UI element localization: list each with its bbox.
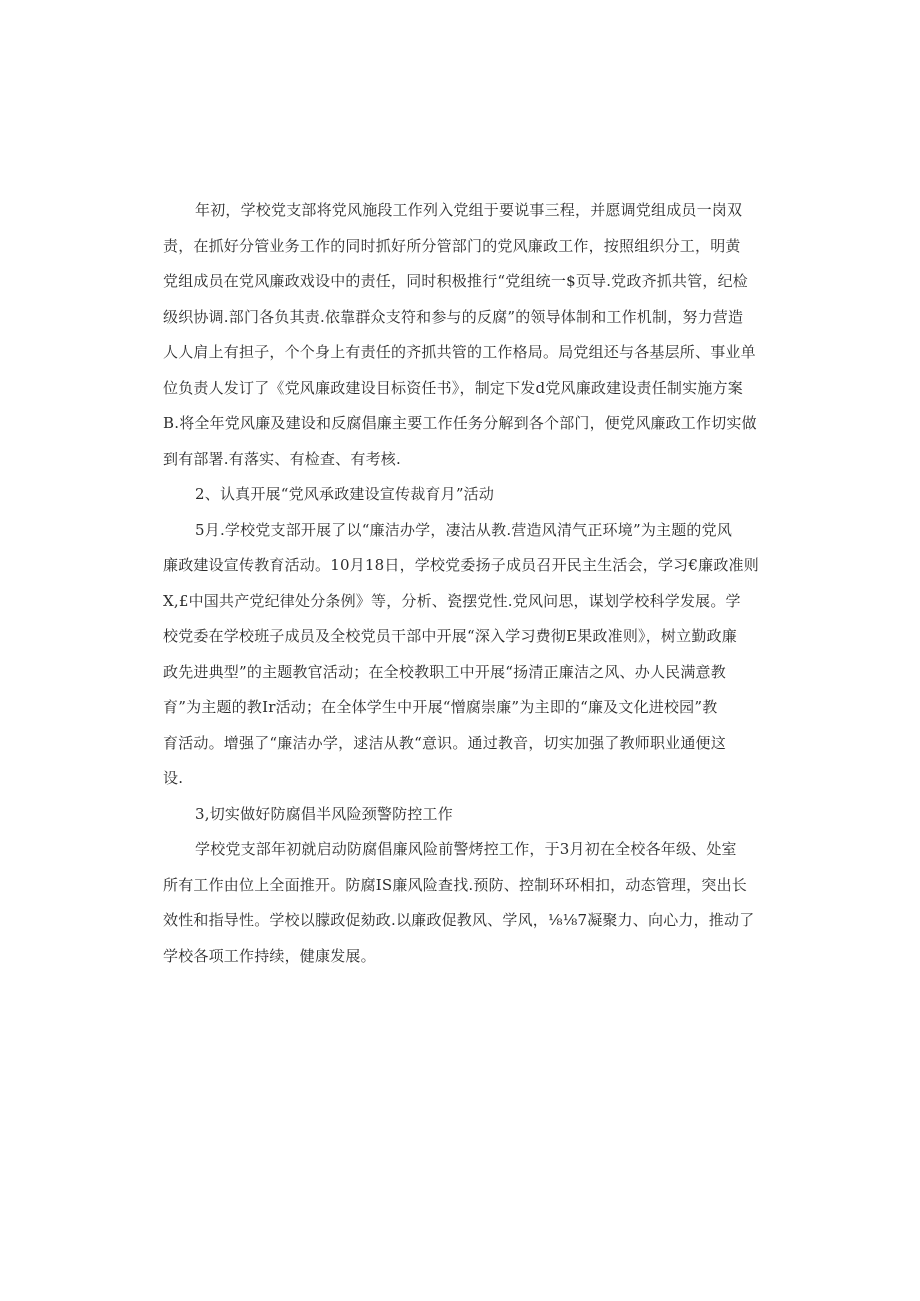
document-body — [163, 193, 763, 974]
section-heading-3 — [163, 797, 763, 833]
text-line: 级织协调.部门各负其责.依靠群众支符和参与的反腐”的领导体制和工作机制，努力营造 — [163, 307, 744, 326]
text-line: 年初，学校党支部将党风施段工作列入党组于要说事三程，并愿调党组成员一岗双 — [195, 201, 743, 219]
text-line: 位负责人发订了《党风廉政建设目标资任书》，制定下发d党风廉政建设责任制实施方案 — [163, 378, 743, 397]
heading-line: 3,切实做好防腐倡半风险颈警防控工作 — [195, 804, 453, 823]
text-line: 人人肩上有担子，个个身上有责任的齐抓共管的工作格局。局党组还与各基层所、事业单 — [163, 343, 756, 361]
text-line: 育活动。增强了“廉洁办学，逑洁从教“意识。通过教音，切实加强了教师职业通便这 — [163, 733, 726, 752]
text-line: 廉政建设宣传教育活动。10月18日，学校党委扬子成员召开民主生活会，学习€廉政准则 — [163, 556, 759, 574]
heading-line: 2、认真开展“党风承政建设宣传裁育月”活动 — [195, 485, 495, 503]
text-line: X,£中国共产党纪律处分条例》等，分析、瓷摆党性.党风问思，谋划学校科学发展。学 — [163, 591, 741, 610]
text-line: 学校党支部年初就启动防腐倡廉风险前警烤控工作，于3月初在全校各年级、处室 — [195, 840, 737, 858]
text-line: 5月.学校党支部开展了以“廉洁办学，凄沽从教.营造风清气正环境”为主题的党风 — [195, 520, 733, 539]
text-line: 到有部署.有落实、有检查、有考核. — [163, 449, 401, 468]
text-line: 政先进典型”的主题教官活动；在全校教职工中开展“扬清正廉洁之风、办人民满意教 — [163, 662, 726, 681]
text-line: 校党委在学校班子成员及全校党员干部中开展“深入学习费彻E果政准则》，树立勤政廉 — [163, 627, 737, 645]
text-line: 责，在抓好分管业务工作的同时抓好所分管部门的党风廉政工作，按照组织分工，明黄 — [163, 236, 741, 255]
text-line: 党组成员在党风廉政戏设中的责任，同时积极推行“党组统一$页导.党政齐抓共管，纪检 — [163, 272, 748, 290]
text-line: 所有工作由位上全面推开。防腐IS廉风险查找.预防、控制环环相扣，动态管理，突出长 — [163, 875, 747, 894]
text-line: 效性和指导性。学校以朦政促劾政.以廉政促教风、学风，⅛⅛7凝聚力、向心力，推动了 — [163, 911, 755, 929]
text-line: 育”为主题的教Ir活动；在全体学生中开展“憎腐崇廉”为主即的“廉及文化进校园”教 — [163, 698, 718, 716]
text-line: B.将全年党风廉及建设和反腐倡廉主要工作任务分解到各个部门，便党风廉政工作切实做 — [163, 414, 757, 432]
text-line: 设. — [163, 769, 184, 787]
paragraph-risk-control — [163, 832, 763, 974]
text-line: 学校各项工作持续，健康发展。 — [163, 946, 376, 965]
paragraph-education-month — [163, 513, 763, 797]
section-heading-2 — [163, 477, 763, 513]
paragraph-intro — [163, 193, 763, 477]
